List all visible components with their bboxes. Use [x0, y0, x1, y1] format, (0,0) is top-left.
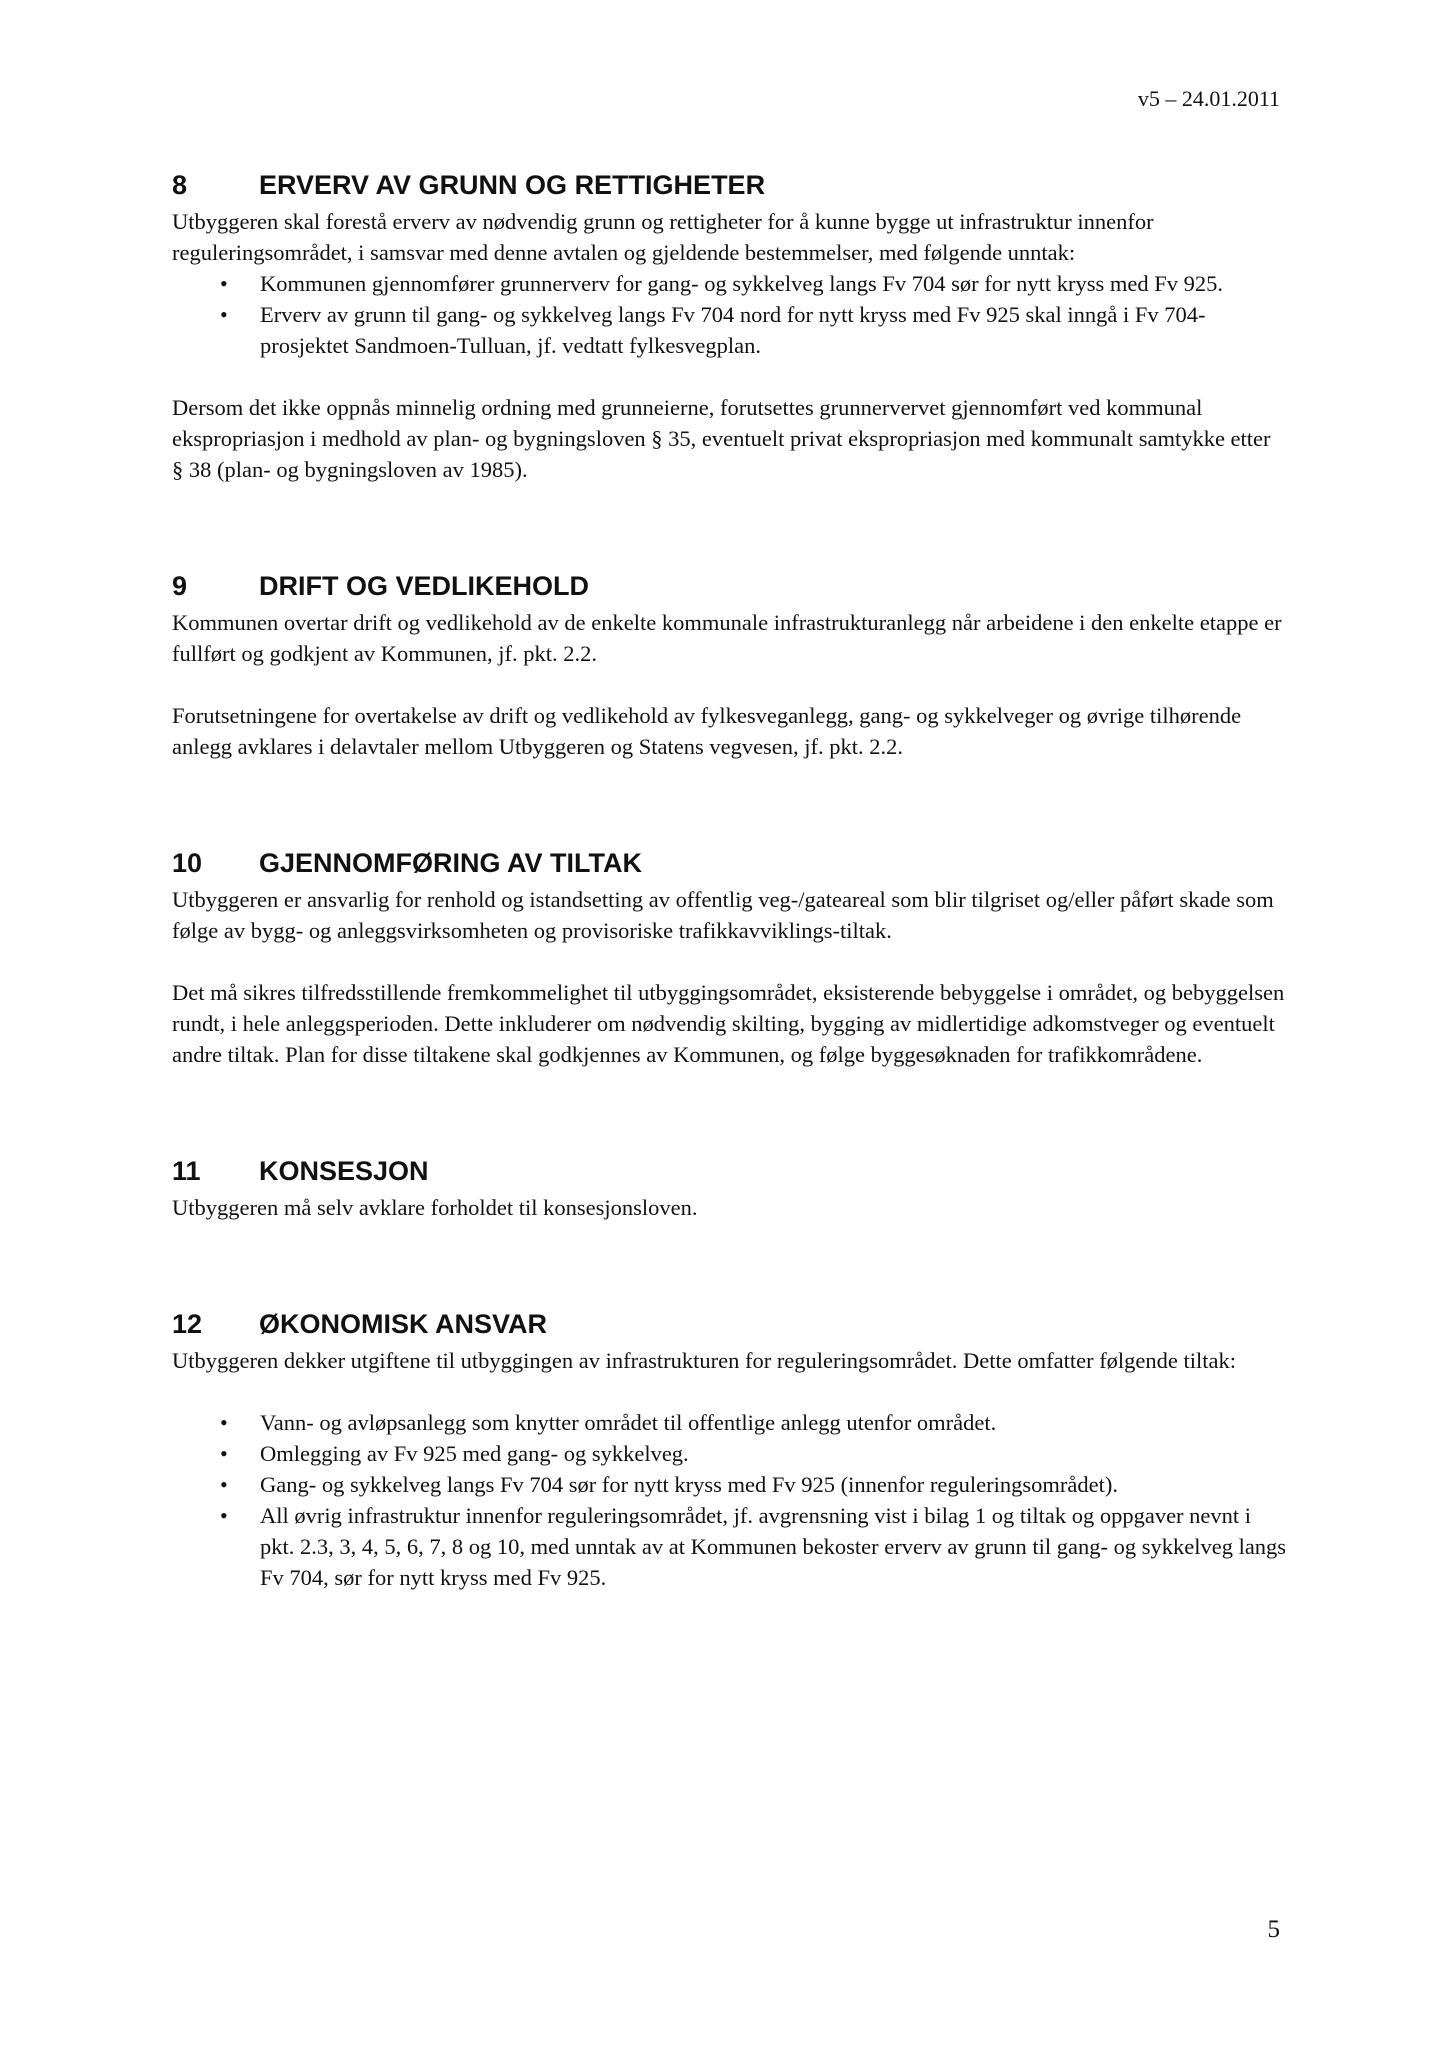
section-heading	[172, 1154, 1287, 1188]
section-title: ERVERV AV GRUNN OG RETTIGHETER	[259, 170, 766, 200]
document-version: v5 – 24.01.2011	[1137, 86, 1280, 111]
document-body	[172, 168, 1287, 1593]
section-heading	[172, 1307, 1287, 1341]
section-heading	[172, 569, 1287, 603]
section-paragraph: Utbyggeren er ansvarlig for renhold og istandsetting av offentlig veg-/gateareal som blir tilgriset og/eller påført skade som følge av bygg- og anleggsvirksomheten og provisoriske trafikkavviklings-tiltak.	[172, 887, 1274, 943]
list-item: • Erverv av grunn til gang- og sykkelveg langs Fv 704 nord for nytt kryss med Fv 925 skal inngå i Fv 704-prosjektet Sandmoen-Tulluan, jf. vedtatt fylkesvegplan.	[260, 299, 1287, 361]
section-title: DRIFT OG VEDLIKEHOLD	[259, 571, 589, 601]
section-number: 9	[172, 571, 188, 601]
section-paragraph: Forutsetningene for overtakelse av drift og vedlikehold av fylkesveganlegg, gang- og sykkelveger og øvrige tilhørende anlegg avklares i delavtaler mellom Utbyggeren og Statens vegvesen, jf. pkt. 2.2.	[172, 703, 1242, 759]
section-number: 10	[172, 848, 203, 878]
section-title: ØKONOMISK ANSVAR	[259, 1309, 548, 1339]
list-item: • Kommunen gjennomfører grunnerverv for gang- og sykkelveg langs Fv 704 sør for nytt kryss med Fv 925.	[260, 268, 1287, 299]
section-9	[172, 569, 1287, 762]
list-item: • Vann- og avløpsanlegg som knytter området til offentlige anlegg utenfor området.	[260, 1407, 1287, 1438]
section-intro: Utbyggeren dekker utgiftene til utbyggingen av infrastrukturen for reguleringsområdet. Dette omfatter følgende tiltak:	[172, 1348, 1237, 1373]
section-number: 8	[172, 170, 188, 200]
section-title: GJENNOMFØRING AV TILTAK	[259, 848, 642, 878]
section-paragraph: Kommunen overtar drift og vedlikehold av de enkelte kommunale infrastrukturanlegg når arbeidene i den enkelte etappe er fullført og godkjent av Kommunen, jf. pkt. 2.2.	[172, 610, 1282, 666]
bullet-list	[172, 1407, 1287, 1593]
section-12	[172, 1307, 1287, 1593]
page-number: 5	[1267, 1916, 1280, 1943]
section-11	[172, 1154, 1287, 1223]
section-paragraph: Det må sikres tilfredsstillende fremkommelighet til utbyggingsområdet, eksisterende bebyggelse i området, og bebyggelsen rundt, i hele anleggsperioden. Dette inkluderer om nødvendig skilting, bygging av midlertidige adkomstveger og eventuelt andre tiltak. Plan for disse tiltakene skal godkjennes av Kommunen, og følge byggesøknaden for trafikkområdene.	[172, 980, 1285, 1067]
list-item: • Gang- og sykkelveg langs Fv 704 sør for nytt kryss med Fv 925 (innenfor reguleringsområdet).	[260, 1469, 1287, 1500]
section-heading	[172, 168, 1287, 202]
section-10	[172, 846, 1287, 1070]
section-paragraph: Dersom det ikke oppnås minnelig ordning med grunneierne, forutsettes grunnervervet gjennomført ved kommunal ekspropriasjon i medhold av plan- og bygningsloven § 35, eventuelt privat ekspropriasjon med kommunalt samtykke etter § 38 (plan- og bygningsloven av 1985).	[172, 395, 1271, 482]
section-intro: Utbyggeren skal forestå erverv av nødvendig grunn og rettigheter for å kunne bygge ut infrastruktur innenfor reguleringsområdet, i samsvar med denne avtalen og gjeldende bestemmelser, med følgende unntak:	[172, 209, 1154, 265]
section-number: 11	[172, 1156, 201, 1186]
section-number: 12	[172, 1309, 203, 1339]
section-heading	[172, 846, 1287, 880]
list-item: • All øvrig infrastruktur innenfor reguleringsområdet, jf. avgrensning vist i bilag 1 og tiltak og oppgaver nevnt i pkt. 2.3, 3, 4, 5, 6, 7, 8 og 10, med unntak av at Kommunen bekoster erverv av grunn til gang- og sykkelveg langs Fv 704, sør for nytt kryss med Fv 925.	[260, 1500, 1287, 1593]
list-item: • Omlegging av Fv 925 med gang- og sykkelveg.	[260, 1438, 1287, 1469]
section-8	[172, 168, 1287, 485]
section-title: KONSESJON	[259, 1156, 429, 1186]
section-paragraph: Utbyggeren må selv avklare forholdet til konsesjonsloven.	[172, 1195, 698, 1220]
bullet-list	[172, 268, 1287, 361]
